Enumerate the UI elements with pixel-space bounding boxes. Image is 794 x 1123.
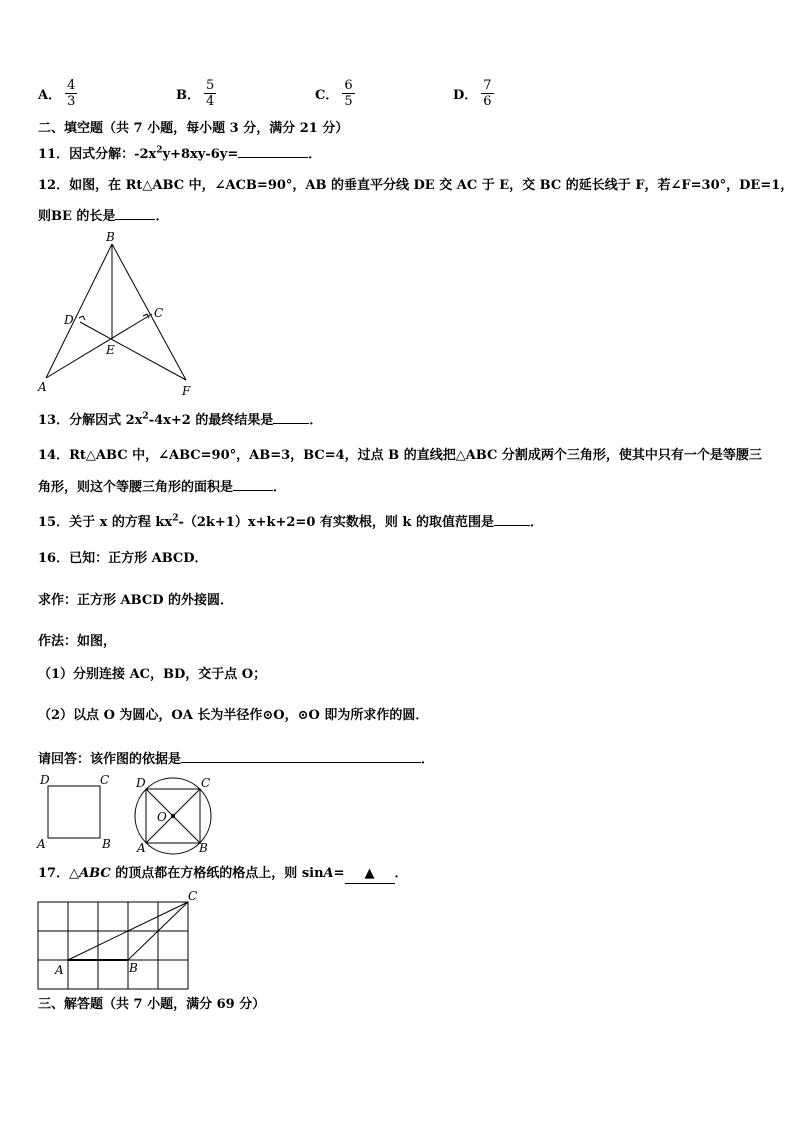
question-11: 11．因式分解：$-2x^2y+8xy-6y=$ ． (38, 145, 322, 162)
question-13: 13．分解因式 $2x^2-4x+2$ 的最终结果是 ． (38, 411, 323, 428)
label-b: B (129, 961, 138, 975)
answer-blank[interactable] (238, 145, 308, 158)
fraction: $\frac{7}{6}$ (483, 78, 492, 109)
triangle-figure-q12 (30, 228, 210, 400)
label-a: A (137, 841, 146, 855)
label-c: C (188, 889, 198, 903)
option-c (315, 78, 355, 109)
square-figure-q16 (34, 772, 114, 852)
option-label: C． (315, 88, 339, 103)
question-16-step2: （2）以点 O 为圆心，OA 长为半径作⊙O，⊙O 即为所求作的圆． (38, 708, 429, 723)
question-16-ask: 请回答：该作图的依据是 ． (38, 752, 435, 767)
option-label: A． (38, 88, 62, 103)
label-a: A (37, 837, 46, 851)
label-c: C (154, 306, 164, 320)
circumscribed-circle-figure-q16 (126, 770, 226, 858)
question-15: 15．关于 x 的方程 $kx^2-(2k+1)x+k+2=0$ 有实数根，则 k 的取值范围是 ． (38, 513, 543, 530)
question-16-task: 求作：正方形 ABCD 的外接圆． (38, 593, 233, 608)
label-b: B (199, 841, 208, 855)
question-16-method: 作法：如图， (38, 634, 117, 649)
question-12-line2: 则BE 的长是 ． (38, 209, 169, 224)
answer-blank[interactable] (494, 513, 530, 526)
answer-blank[interactable] (273, 411, 309, 424)
label-d: D (40, 773, 50, 787)
label-f: F (182, 384, 191, 398)
option-label: D． (453, 88, 478, 103)
option-a (38, 78, 77, 109)
question-16-given: 16．已知：正方形 ABCD． (38, 551, 208, 566)
option-b (176, 78, 216, 109)
question-14-line1: 14．Rt△ABC 中，∠ABC=90°，AB=3，BC=4，过点 B 的直线把△ABC 分割成两个三角形，使其中只有一个是等腰三 (38, 448, 762, 463)
label-c: C (100, 773, 110, 787)
question-17: 17．△ABC 的顶点都在方格纸的格点上，则 sinA= ▲ ． (38, 865, 408, 884)
fraction: $\frac{4}{3}$ (67, 78, 76, 109)
section-heading-fill-in: 二、填空题（共 7 小题，每小题 3 分，满分 21 分） (38, 121, 349, 136)
question-16-step1: （1）分别连接 AC，BD，交于点 O； (38, 667, 267, 682)
answer-blank[interactable] (233, 478, 273, 491)
answer-blank[interactable]: ▲ (345, 865, 395, 884)
label-b: B (102, 837, 111, 851)
fraction: $\frac{6}{5}$ (344, 78, 353, 109)
label-a: A (55, 963, 64, 977)
label-d: D (64, 313, 74, 327)
label-e: E (106, 343, 115, 357)
grid-figure-q17 (30, 888, 210, 992)
fraction: $\frac{5}{4}$ (206, 78, 215, 109)
option-label: B． (176, 88, 200, 103)
question-14-line2: 角形，则这个等腰三角形的面积是 ． (38, 480, 287, 495)
question-12-line1: 12．如图，在 Rt△ABC 中，∠ACB=90°，AB 的垂直平分线 DE 交 AC 于 E，交 BC 的延长线于 F，若∠F=30°，DE=1， (38, 178, 794, 193)
answer-blank[interactable] (181, 750, 421, 763)
label-a: A (38, 380, 47, 394)
option-d (453, 78, 494, 109)
label-o: O (157, 810, 167, 824)
section-heading-solve: 三、解答题（共 7 小题，满分 69 分） (38, 997, 266, 1012)
label-c: C (201, 776, 211, 790)
answer-blank[interactable] (115, 207, 155, 220)
label-d: D (136, 776, 146, 790)
label-b: B (106, 230, 115, 244)
